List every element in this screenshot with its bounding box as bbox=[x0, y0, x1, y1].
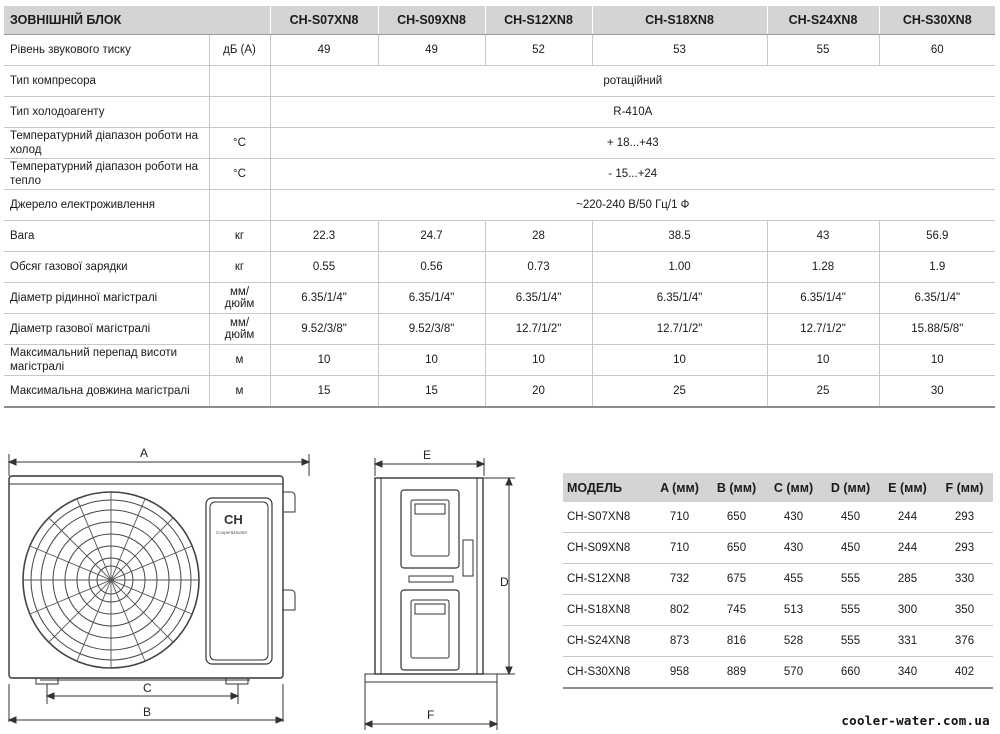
spec-value: 12.7/1/2" bbox=[485, 314, 592, 345]
table-row bbox=[563, 626, 993, 657]
spec-unit bbox=[209, 190, 270, 221]
spec-value: 38.5 bbox=[592, 221, 767, 252]
dimension-f-label: F bbox=[427, 708, 435, 722]
spec-value: 53 bbox=[592, 35, 767, 66]
dimension-cell: 745 bbox=[708, 595, 765, 626]
watermark: cooler-water.com.ua bbox=[841, 713, 990, 728]
dimension-cell: 889 bbox=[708, 657, 765, 689]
dimension-cell: 710 bbox=[651, 533, 708, 564]
dimension-cell: 455 bbox=[765, 564, 822, 595]
spec-value: 22.3 bbox=[270, 221, 378, 252]
outdoor-unit-side-diagram bbox=[355, 440, 530, 730]
spec-label: Температурний діапазон роботи на холод bbox=[4, 128, 209, 159]
spec-value: 6.35/1/4" bbox=[767, 283, 879, 314]
spec-value: 43 bbox=[767, 221, 879, 252]
spec-unit: °C bbox=[209, 159, 270, 190]
spec-value: 6.35/1/4" bbox=[879, 283, 995, 314]
spec-row bbox=[4, 314, 995, 345]
spec-value: 49 bbox=[270, 35, 378, 66]
spec-unit: дБ (А) bbox=[209, 35, 270, 66]
spec-unit: м bbox=[209, 345, 270, 376]
table-row bbox=[563, 564, 993, 595]
spec-label: Діаметр рідинної магістралі bbox=[4, 283, 209, 314]
dimension-cell: 450 bbox=[822, 502, 879, 533]
spec-value: 10 bbox=[592, 345, 767, 376]
spec-value: 10 bbox=[767, 345, 879, 376]
spec-value: 20 bbox=[485, 376, 592, 408]
spec-value: 10 bbox=[378, 345, 485, 376]
dimension-a-label: A bbox=[140, 446, 149, 460]
spec-value: 30 bbox=[879, 376, 995, 408]
spec-value: 6.35/1/4" bbox=[378, 283, 485, 314]
spec-value: 15 bbox=[270, 376, 378, 408]
spec-label: Діаметр газової магістралі bbox=[4, 314, 209, 345]
spec-label: Вага bbox=[4, 221, 209, 252]
spec-value: 1.9 bbox=[879, 252, 995, 283]
spec-label: Джерело електроживлення bbox=[4, 190, 209, 221]
spec-unit: кг bbox=[209, 221, 270, 252]
spec-row bbox=[4, 97, 995, 128]
spec-unit: мм/дюйм bbox=[209, 283, 270, 314]
spec-row bbox=[4, 345, 995, 376]
dimension-cell: 300 bbox=[879, 595, 936, 626]
dimensions-header-row bbox=[563, 473, 993, 502]
model-cell: CH-S07XN8 bbox=[563, 502, 651, 533]
spec-value: 9.52/3/8" bbox=[270, 314, 378, 345]
spec-value: 6.35/1/4" bbox=[592, 283, 767, 314]
dimension-cell: 402 bbox=[936, 657, 993, 689]
dimension-cell: 331 bbox=[879, 626, 936, 657]
column-header: A (мм) bbox=[651, 473, 708, 502]
model-header: CH-S18XN8 bbox=[592, 6, 767, 35]
spec-header-row bbox=[4, 6, 995, 35]
spec-value: 55 bbox=[767, 35, 879, 66]
spec-value: 12.7/1/2" bbox=[767, 314, 879, 345]
spec-row bbox=[4, 128, 995, 159]
spec-value: 15.88/5/8" bbox=[879, 314, 995, 345]
spec-title: ЗОВНІШНІЙ БЛОК bbox=[4, 6, 270, 35]
dimension-cell: 450 bbox=[822, 533, 879, 564]
dimension-cell: 660 bbox=[822, 657, 879, 689]
spec-row bbox=[4, 35, 995, 66]
spec-value: 25 bbox=[767, 376, 879, 408]
spec-value: ~220-240 В/50 Гц/1 Ф bbox=[270, 190, 995, 221]
outdoor-unit-front-diagram bbox=[0, 440, 320, 725]
dimension-cell: 958 bbox=[651, 657, 708, 689]
spec-row bbox=[4, 190, 995, 221]
model-cell: CH-S30XN8 bbox=[563, 657, 651, 689]
spec-unit: кг bbox=[209, 252, 270, 283]
model-header: CH-S12XN8 bbox=[485, 6, 592, 35]
spec-label: Максимальна довжина магістралі bbox=[4, 376, 209, 408]
spec-value: 12.7/1/2" bbox=[592, 314, 767, 345]
model-header: CH-S24XN8 bbox=[767, 6, 879, 35]
model-cell: CH-S24XN8 bbox=[563, 626, 651, 657]
model-header: CH-S09XN8 bbox=[378, 6, 485, 35]
dimension-e-label: E bbox=[423, 448, 432, 462]
table-row bbox=[563, 657, 993, 689]
spec-value: 52 bbox=[485, 35, 592, 66]
fan-grille-spokes bbox=[23, 492, 199, 668]
column-header: C (мм) bbox=[765, 473, 822, 502]
dimension-b-label: B bbox=[143, 705, 152, 719]
brand-name: Cooper&Hunter bbox=[216, 530, 248, 535]
spec-label: Обсяг газової зарядки bbox=[4, 252, 209, 283]
spec-value: 0.73 bbox=[485, 252, 592, 283]
spec-label: Тип компресора bbox=[4, 66, 209, 97]
spec-value: 24.7 bbox=[378, 221, 485, 252]
spec-value: 0.55 bbox=[270, 252, 378, 283]
spec-value: - 15...+24 bbox=[270, 159, 995, 190]
spec-row bbox=[4, 283, 995, 314]
spec-row bbox=[4, 376, 995, 408]
dimension-cell: 513 bbox=[765, 595, 822, 626]
dimension-cell: 430 bbox=[765, 502, 822, 533]
spec-label: Тип холодоагенту bbox=[4, 97, 209, 128]
spec-value: R-410A bbox=[270, 97, 995, 128]
model-header: CH-S30XN8 bbox=[879, 6, 995, 35]
model-cell: CH-S12XN8 bbox=[563, 564, 651, 595]
spec-table bbox=[4, 6, 995, 408]
model-cell: CH-S18XN8 bbox=[563, 595, 651, 626]
spec-unit: мм/дюйм bbox=[209, 314, 270, 345]
spec-unit bbox=[209, 66, 270, 97]
spec-value: 56.9 bbox=[879, 221, 995, 252]
dimension-cell: 330 bbox=[936, 564, 993, 595]
spec-label: Температурний діапазон роботи на тепло bbox=[4, 159, 209, 190]
dimension-cell: 710 bbox=[651, 502, 708, 533]
spec-value: 6.35/1/4" bbox=[270, 283, 378, 314]
spec-row bbox=[4, 252, 995, 283]
spec-value: 49 bbox=[378, 35, 485, 66]
spec-value: + 18...+43 bbox=[270, 128, 995, 159]
spec-value: 10 bbox=[879, 345, 995, 376]
model-header: CH-S07XN8 bbox=[270, 6, 378, 35]
dimension-cell: 732 bbox=[651, 564, 708, 595]
spec-value: 10 bbox=[485, 345, 592, 376]
dimension-cell: 293 bbox=[936, 502, 993, 533]
dimension-cell: 430 bbox=[765, 533, 822, 564]
spec-row bbox=[4, 66, 995, 97]
spec-value: 0.56 bbox=[378, 252, 485, 283]
spec-value: 1.00 bbox=[592, 252, 767, 283]
dimension-cell: 285 bbox=[879, 564, 936, 595]
dimension-cell: 340 bbox=[879, 657, 936, 689]
dimension-cell: 555 bbox=[822, 626, 879, 657]
dimension-cell: 350 bbox=[936, 595, 993, 626]
dimension-cell: 244 bbox=[879, 502, 936, 533]
spec-value: 15 bbox=[378, 376, 485, 408]
column-header: B (мм) bbox=[708, 473, 765, 502]
dimension-cell: 244 bbox=[879, 533, 936, 564]
spec-unit: °C bbox=[209, 128, 270, 159]
dimension-cell: 528 bbox=[765, 626, 822, 657]
column-header: E (мм) bbox=[879, 473, 936, 502]
spec-row bbox=[4, 221, 995, 252]
spec-row bbox=[4, 159, 995, 190]
table-row bbox=[563, 533, 993, 564]
column-header: F (мм) bbox=[936, 473, 993, 502]
dimension-c-label: C bbox=[143, 681, 152, 695]
dimension-cell: 873 bbox=[651, 626, 708, 657]
spec-label: Рівень звукового тиску bbox=[4, 35, 209, 66]
dimension-cell: 376 bbox=[936, 626, 993, 657]
dimension-cell: 802 bbox=[651, 595, 708, 626]
spec-value: 1.28 bbox=[767, 252, 879, 283]
spec-unit bbox=[209, 97, 270, 128]
brand-logo: CH bbox=[224, 512, 243, 527]
dimension-cell: 675 bbox=[708, 564, 765, 595]
dimensions-table bbox=[563, 473, 993, 689]
spec-value: ротаційний bbox=[270, 66, 995, 97]
table-row bbox=[563, 595, 993, 626]
dimension-cell: 570 bbox=[765, 657, 822, 689]
column-header: МОДЕЛЬ bbox=[563, 473, 651, 502]
dimension-d-label: D bbox=[500, 575, 509, 589]
spec-unit: м bbox=[209, 376, 270, 408]
table-row bbox=[563, 502, 993, 533]
model-cell: CH-S09XN8 bbox=[563, 533, 651, 564]
spec-value: 6.35/1/4" bbox=[485, 283, 592, 314]
spec-label: Максимальний перепад висоти магістралі bbox=[4, 345, 209, 376]
dimension-cell: 816 bbox=[708, 626, 765, 657]
dimension-cell: 650 bbox=[708, 533, 765, 564]
dimension-cell: 650 bbox=[708, 502, 765, 533]
dimension-cell: 555 bbox=[822, 564, 879, 595]
dimension-cell: 555 bbox=[822, 595, 879, 626]
spec-value: 28 bbox=[485, 221, 592, 252]
spec-value: 10 bbox=[270, 345, 378, 376]
spec-value: 60 bbox=[879, 35, 995, 66]
dimension-cell: 293 bbox=[936, 533, 993, 564]
spec-value: 9.52/3/8" bbox=[378, 314, 485, 345]
spec-value: 25 bbox=[592, 376, 767, 408]
column-header: D (мм) bbox=[822, 473, 879, 502]
